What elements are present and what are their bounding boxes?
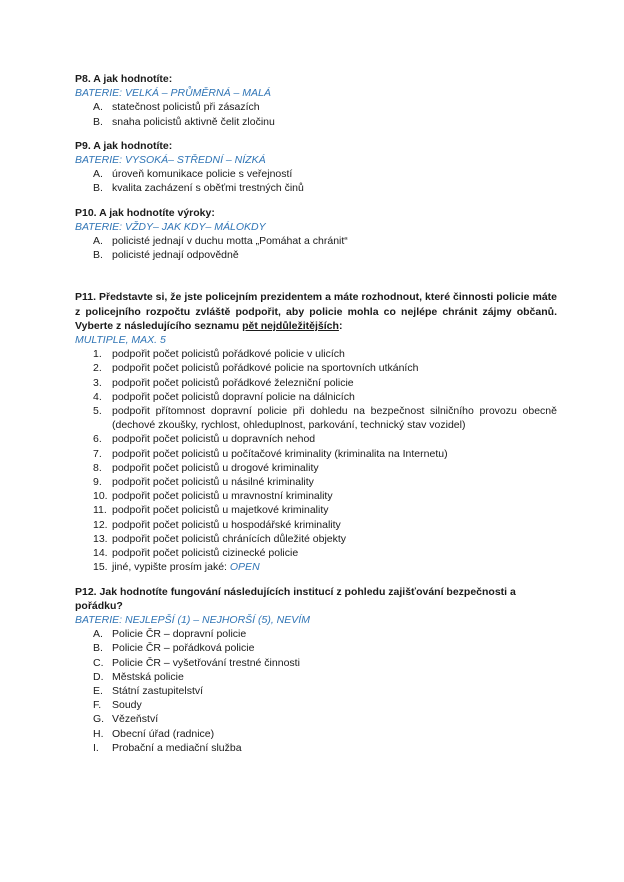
item-text: policisté jednají v duchu motta „Pomáhat a chránit“: [112, 235, 348, 248]
list-item: [75, 727, 557, 741]
battery-label: BATERIE: VYSOKÁ– STŘEDNÍ – NÍZKÁ: [75, 154, 266, 167]
list-item: [75, 532, 557, 546]
item-marker: G.: [93, 713, 105, 726]
answer-list: [75, 167, 557, 195]
questionnaire-page: [75, 72, 557, 755]
item-text: jiné, vypište prosím jaké:: [112, 561, 230, 574]
item-text: podpořit počet policistů u majetkové kriminality: [112, 504, 329, 517]
list-item: [75, 698, 557, 712]
item-marker: 9.: [93, 476, 102, 489]
item-text: podpořit počet policistů u drogové kriminality: [112, 461, 319, 474]
answer-list: [75, 234, 557, 262]
answer-list: [75, 100, 557, 128]
item-marker: 4.: [93, 390, 102, 403]
list-item: [75, 432, 557, 446]
item-marker: 1.: [93, 348, 102, 361]
item-marker: B.: [93, 182, 103, 195]
list-item: [75, 248, 557, 262]
list-item: [75, 641, 557, 655]
item-marker: 11.: [93, 504, 107, 517]
list-item: [75, 656, 557, 670]
item-marker: 3.: [93, 376, 102, 389]
item-text: Soudy: [112, 699, 142, 712]
list-item: [75, 100, 557, 114]
item-marker: A.: [93, 168, 103, 181]
item-marker: 7.: [93, 447, 102, 460]
list-item: [75, 181, 557, 195]
item-marker: 10.: [93, 490, 108, 503]
answer-list: [75, 347, 557, 574]
list-item: [75, 560, 557, 574]
item-marker: A.: [93, 235, 103, 248]
question-p8: [75, 72, 557, 129]
question-title: P10. A jak hodnotíte výroky:: [75, 206, 215, 219]
item-marker: 5.: [93, 405, 102, 418]
item-text: Obecní úřad (radnice): [112, 727, 215, 740]
question-p12: [75, 585, 557, 755]
item-text: Státní zastupitelství: [112, 684, 204, 697]
list-item: [75, 475, 557, 489]
item-text: úroveň komunikace policie s veřejností: [112, 168, 293, 181]
item-text: kvalita zacházení s oběťmi trestných činů: [112, 182, 304, 195]
item-text: policisté jednají odpovědně: [112, 249, 239, 262]
item-text: Městská policie: [112, 670, 184, 683]
list-item: [75, 684, 557, 698]
question-text-end: :: [338, 319, 343, 332]
question-title: P12. Jak hodnotíte fungování následujících institucí z pohledu zajišťování bezpečnosti a pořádku?: [75, 585, 516, 612]
item-marker: 8.: [93, 461, 102, 474]
item-marker: A.: [93, 628, 103, 641]
item-marker: F.: [93, 699, 102, 712]
question-title: [75, 290, 557, 333]
item-marker: 14.: [93, 547, 108, 560]
item-text: podpořit počet policistů u hospodářské kriminality: [112, 518, 341, 531]
item-marker: 12.: [93, 518, 108, 531]
item-marker: B.: [93, 115, 103, 128]
question-p11: [75, 290, 557, 574]
battery-label: BATERIE: VŽDY– JAK KDY– MÁLOKDY: [75, 220, 266, 233]
item-text: podpořit počet policistů pořádkové policie na sportovních utkáních: [112, 362, 419, 375]
item-text: podpořit počet policistů cizinecké policie: [112, 547, 299, 560]
question-emphasis: pět nejdůležitějších: [242, 319, 339, 332]
list-item: [75, 546, 557, 560]
item-text: snaha policistů aktivně čelit zločinu: [112, 115, 275, 128]
list-item: [75, 390, 557, 404]
list-item: [75, 376, 557, 390]
list-item: [75, 670, 557, 684]
list-item: [75, 627, 557, 641]
item-marker: 13.: [93, 532, 108, 545]
item-text: podpořit přítomnost dopravní policie při dohledu na bezpečnost silničního provozu obecně (dechové zkoušky, rychlost, ohleduplnost, parkování, technický stav vozidel): [112, 405, 557, 432]
item-text: podpořit počet policistů pořádkové policie v ulicích: [112, 348, 345, 361]
battery-label: BATERIE: NEJLEPŠÍ (1) – NEJHORŠÍ (5), NEVÍM: [75, 613, 310, 626]
list-item: [75, 518, 557, 532]
item-text: Vězeňství: [112, 713, 159, 726]
list-item: [75, 461, 557, 475]
item-marker: B.: [93, 249, 103, 262]
list-item: [75, 404, 557, 432]
item-marker: B.: [93, 642, 103, 655]
item-text: podpořit počet policistů u násilné kriminality: [112, 476, 314, 489]
list-item: [75, 741, 557, 755]
list-item: [75, 503, 557, 517]
item-marker: I.: [93, 741, 99, 754]
list-item: [75, 447, 557, 461]
list-item: [75, 489, 557, 503]
item-text: Policie ČR – vyšetřování trestné činnosti: [112, 656, 300, 669]
battery-label: MULTIPLE, MAX. 5: [75, 334, 166, 347]
question-p10: [75, 206, 557, 263]
list-item: [75, 347, 557, 361]
question-title: P9. A jak hodnotíte:: [75, 139, 173, 152]
item-text: Probační a mediační služba: [112, 741, 242, 754]
battery-label: BATERIE: VELKÁ – PRŮMĚRNÁ – MALÁ: [75, 87, 271, 100]
item-marker: H.: [93, 727, 104, 740]
answer-list: [75, 627, 557, 755]
item-marker: D.: [93, 670, 104, 683]
question-p9: [75, 139, 557, 196]
list-item: [75, 115, 557, 129]
item-marker: 15.: [93, 561, 108, 574]
question-text: P11. Představte si, že jste policejním prezidentem a máte rozhodnout, které činnosti policie máte z policejního rozpočtu zvláště podpořit, aby policie mohla co nejlépe chránit zájmy občanů. Vyberte z následujícího seznamu: [75, 291, 557, 332]
item-text: statečnost policistů při zásazích: [112, 101, 260, 114]
item-text: podpořit počet policistů u mravnostní kriminality: [112, 490, 333, 503]
item-marker: E.: [93, 684, 103, 697]
item-text: podpořit počet policistů dopravní policie na dálnicích: [112, 390, 355, 403]
list-item: [75, 234, 557, 248]
item-marker: A.: [93, 101, 103, 114]
question-title: P8. A jak hodnotíte:: [75, 73, 173, 85]
list-item: [75, 167, 557, 181]
list-item: [75, 712, 557, 726]
item-marker: 6.: [93, 433, 102, 446]
item-text: Policie ČR – pořádková policie: [112, 642, 255, 655]
item-marker: 2.: [93, 362, 102, 375]
item-text: podpořit počet policistů chránících důležité objekty: [112, 532, 347, 545]
list-item: [75, 361, 557, 375]
item-text: podpořit počet policistů pořádkové železniční policie: [112, 376, 354, 389]
open-answer-label: OPEN: [229, 561, 260, 574]
item-text: podpořit počet policistů u počítačové kriminality (kriminalita na Internetu): [112, 447, 448, 460]
item-marker: C.: [93, 656, 104, 669]
item-text: Policie ČR – dopravní policie: [112, 628, 247, 641]
item-text: podpořit počet policistů u dopravních nehod: [112, 433, 316, 446]
